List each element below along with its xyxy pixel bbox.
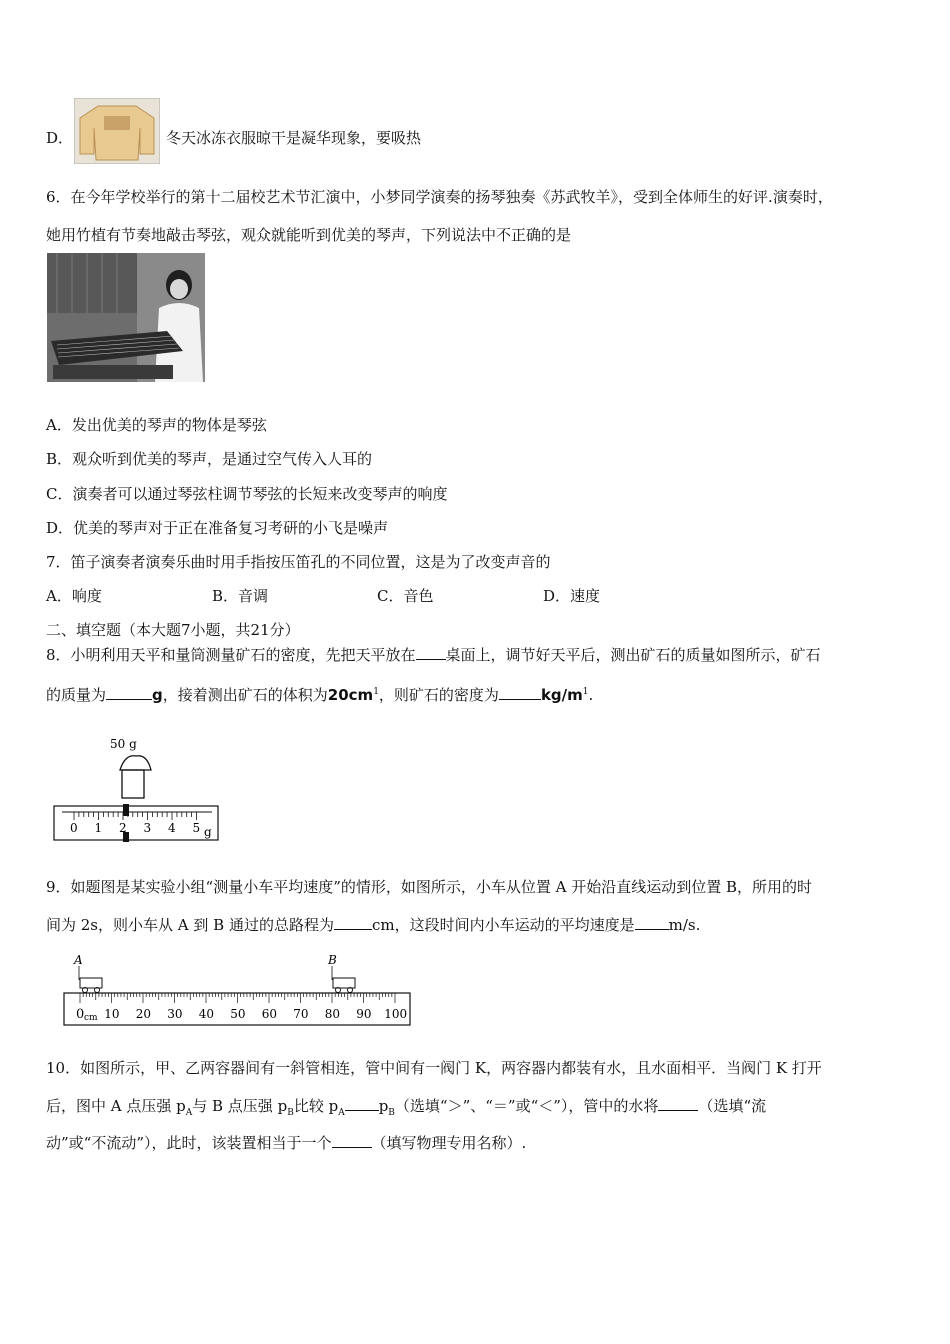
- ruler-tick-label: 30: [167, 1007, 183, 1021]
- cart-a: [80, 978, 102, 993]
- q8-text-1b: 桌面上，调节好天平后，测出矿石的质量如图所示，矿石: [445, 646, 821, 664]
- q10-text-2c: 比较 p: [293, 1097, 339, 1115]
- ruler-cart-figure: [60, 950, 416, 1030]
- weight-label: 50 g: [110, 737, 137, 751]
- ruler-tick-label: 70: [293, 1007, 309, 1021]
- q9-blank-distance[interactable]: [334, 915, 372, 930]
- ruler-tick-label: 90: [356, 1007, 372, 1021]
- q10-line1: 10．如图所示，甲、乙两容器间有一斜管相连，管中间有一阀门 K，两容器内都装有水，且水面相平．当阀门 K 打开: [46, 1059, 822, 1077]
- q9-line2: [46, 915, 700, 935]
- rider-top: [123, 804, 129, 816]
- q10-text-2d: p: [378, 1097, 389, 1115]
- q8-text-2g: .: [588, 686, 594, 704]
- q9-text-2a: 间为 2s，则小车从 A 到 B 通过的总路程为: [46, 916, 334, 934]
- q8-text-1a: 8．小明利用天平和量筒测量矿石的密度，先把天平放在: [46, 646, 416, 664]
- ruler-tick-label: 50: [230, 1007, 246, 1021]
- weight-knob: [120, 756, 151, 770]
- q10-text-2a: 后，图中 A 点压强 p: [46, 1097, 186, 1115]
- q10-text-2f: （选填“流: [698, 1097, 767, 1115]
- balance-scale-figure: [52, 732, 222, 844]
- q7-option-d: D．速度: [543, 587, 601, 605]
- q5-option-d: [46, 128, 73, 148]
- q8-text-2c: ，接着测出矿石的体积为: [162, 686, 328, 704]
- q8-blank-surface[interactable]: [416, 645, 446, 660]
- scale-tick-label: 0: [70, 821, 78, 835]
- dulcimer-photo: [47, 253, 205, 382]
- q10-line3: [46, 1133, 526, 1153]
- weight-block: [122, 770, 144, 798]
- ruler-tick-label: 80: [324, 1007, 341, 1021]
- q7-option-a: A．响度: [46, 587, 102, 605]
- q5-option-d-text: 冬天冰冻衣服晾干是凝华现象，要吸热: [166, 129, 422, 147]
- q10-blank-compare[interactable]: [345, 1096, 379, 1111]
- q8-text-2a: 的质量为: [46, 686, 107, 704]
- scale-unit: g: [204, 825, 212, 839]
- q8-text-2e: ，则矿石的密度为: [378, 686, 499, 704]
- q8-blank-mass[interactable]: [106, 685, 152, 700]
- q9-text-2b: cm，这段时间内小车运动的平均速度是: [371, 916, 635, 934]
- q6-option-d: D．优美的琴声对于正在准备复习考研的小飞是噪声: [46, 519, 389, 537]
- q7-option-b: B．音调: [212, 587, 269, 605]
- q9-text-2c: m/s.: [668, 916, 701, 934]
- q6-option-a: A．发出优美的琴声的物体是琴弦: [46, 416, 267, 434]
- scale-tick-label: 1: [94, 821, 103, 835]
- q7-stem: 7．笛子演奏者演奏乐曲时用手指按压笛孔的不同位置，这是为了改变声音的: [46, 553, 551, 571]
- q10-text-2e: （选填“＞”、“＝”或“＜”），管中的水将: [394, 1097, 659, 1115]
- q8-line1: [46, 645, 821, 665]
- q10-line2: [46, 1096, 766, 1123]
- q10-sub-a2: A: [338, 1108, 345, 1118]
- scale-tick-label: 5: [192, 821, 201, 835]
- ruler-unit: cm: [84, 1013, 98, 1023]
- q10-text-3a: 动”或“不流动”），此时，该装置相当于一个: [46, 1134, 332, 1152]
- q6-stem-line2: 她用竹植有节奏地敲击琴弦，观众就能听到优美的琴声，下列说法中不正确的是: [46, 226, 572, 244]
- q8-blank-density[interactable]: [499, 685, 541, 700]
- scale-tick-label: 3: [143, 821, 152, 835]
- scale-tick-label: 4: [168, 821, 176, 835]
- cart-b: [333, 978, 355, 993]
- q8-volume: 20cm: [327, 686, 374, 704]
- q8-sup-1: 1: [373, 687, 379, 697]
- q8-unit-g: g: [152, 686, 163, 704]
- position-a-label: A: [74, 953, 83, 967]
- q6-option-b: B．观众听到优美的琴声，是通过空气传入人耳的: [46, 450, 373, 468]
- scale-tick-label: 2: [119, 821, 127, 835]
- q8-unit-density: kg/m: [540, 686, 583, 704]
- q10-sub-b2: B: [388, 1108, 395, 1118]
- q10-blank-flow[interactable]: [658, 1096, 698, 1111]
- q6-option-c: C．演奏者可以通过琴弦柱调节琴弦的长短来改变琴声的响度: [46, 485, 448, 503]
- q10-sub-a1: A: [185, 1108, 193, 1118]
- q5-option-d-label: D．: [46, 129, 74, 147]
- q10-sub-b1: B: [287, 1108, 294, 1118]
- section2-title: 二、填空题（本大题7小题，共21分）: [46, 621, 300, 639]
- q10-text-2b: 与 B 点压强 p: [192, 1097, 288, 1115]
- ruler-tick-label: 10: [104, 1007, 120, 1021]
- q9-line1: 9．如题图是某实验小组“测量小车平均速度”的情形，如图所示，小车从位置 A 开始沿直线运动到位置 B，所用的时: [46, 878, 813, 896]
- ruler-tick-label: 40: [198, 1007, 215, 1021]
- ruler-zero: 0: [76, 1007, 85, 1022]
- ruler-tick-label: 60: [261, 1007, 278, 1021]
- ruler-tick-label: 20: [135, 1007, 152, 1021]
- q9-blank-speed[interactable]: [635, 915, 669, 930]
- q8-line2: [46, 682, 593, 705]
- position-b-label: B: [328, 953, 337, 967]
- q10-text-3b: （填写物理专用名称）.: [371, 1134, 527, 1152]
- sweater-photo: [74, 98, 160, 164]
- q10-blank-device[interactable]: [332, 1133, 372, 1148]
- q6-stem-line1: 6．在今年学校举行的第十二届校艺术节汇演中，小梦同学演奏的扬琴独奏《苏武牧羊》，受到全体师生的好评.演奏时，: [46, 188, 833, 206]
- q8-sup-2: 1: [582, 687, 589, 697]
- ruler-tick-label: 100: [384, 1007, 408, 1021]
- q7-option-c: C．音色: [377, 587, 434, 605]
